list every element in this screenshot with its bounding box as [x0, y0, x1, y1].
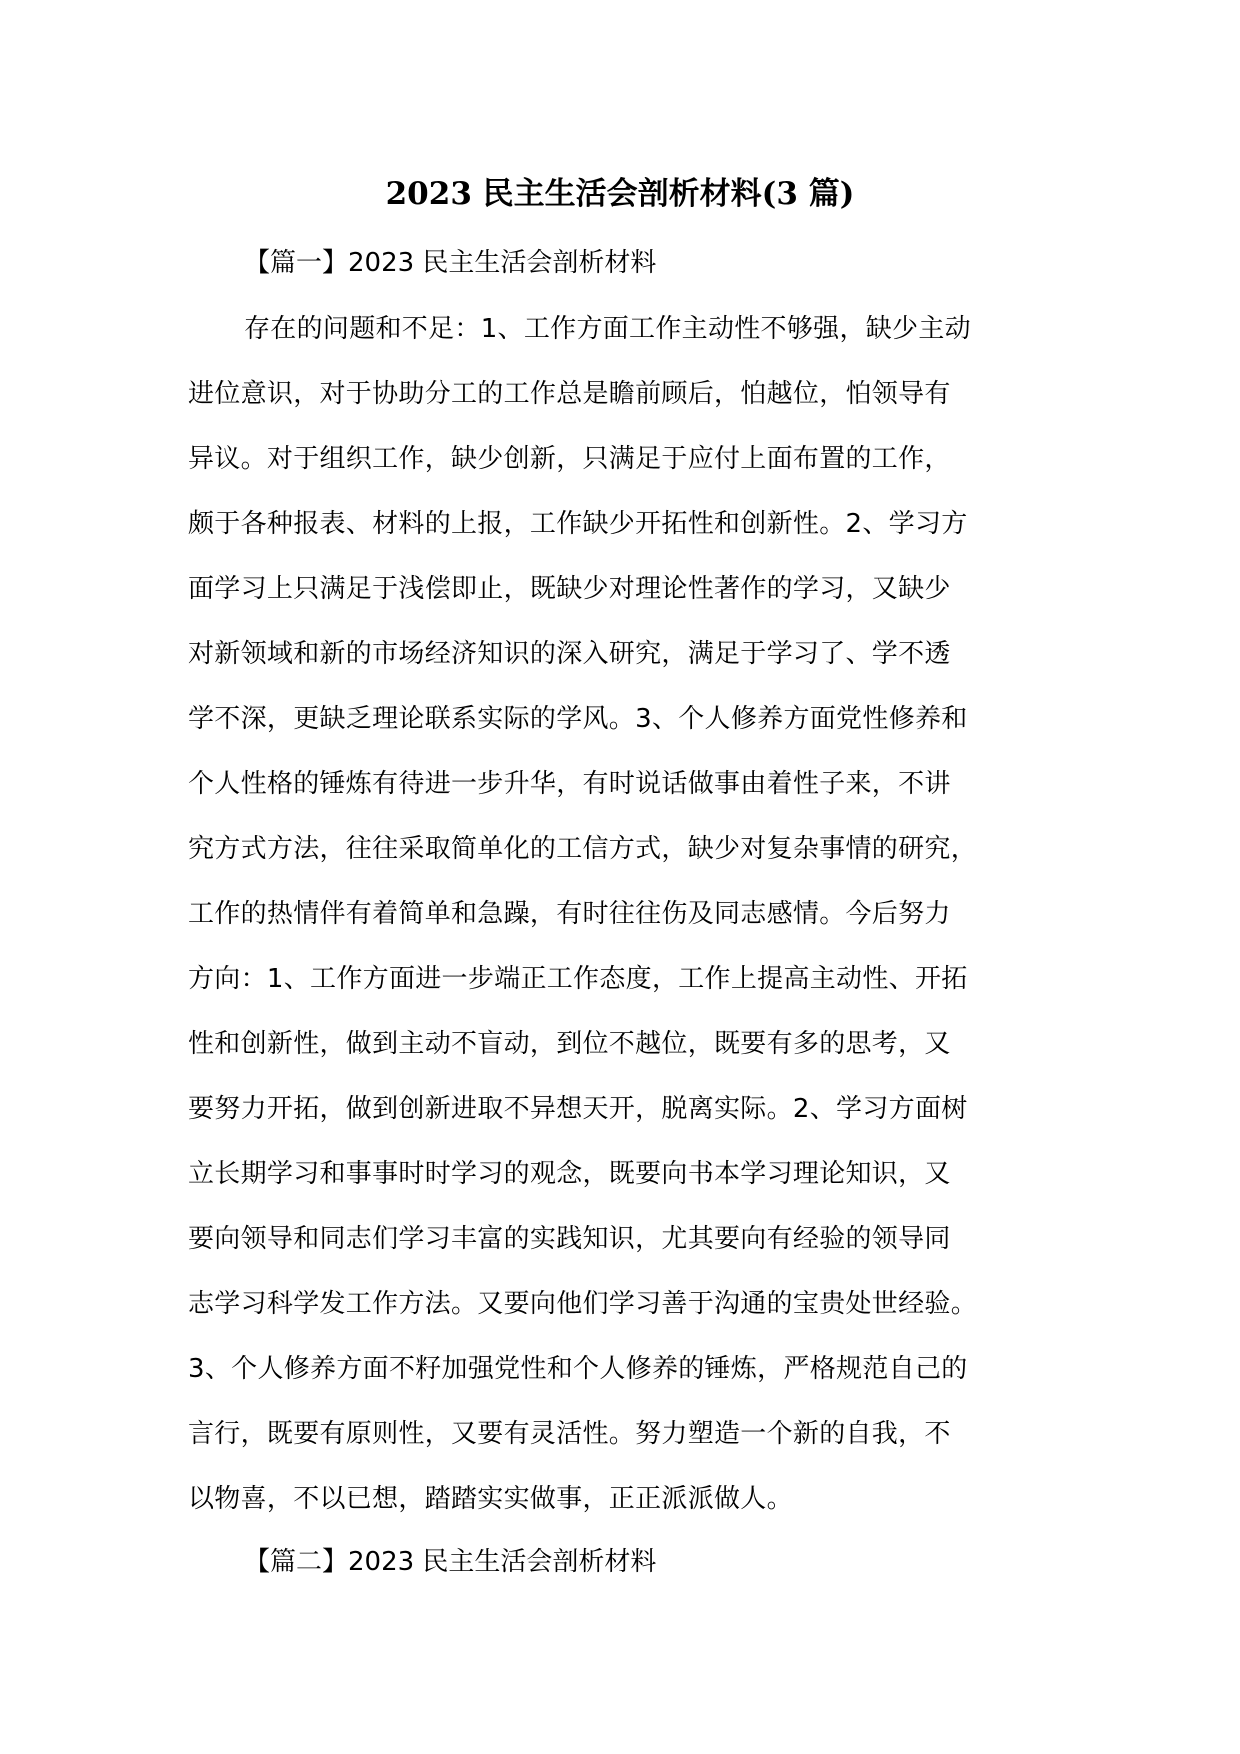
- body-line: 工作的热情伴有着简单和急躁，有时往往伤及同志感情。今后努力: [188, 899, 951, 929]
- body-line: 要努力开拓，做到创新进取不异想天开，脱离实际。2、学习方面树: [188, 1094, 968, 1124]
- body-line: 学不深，更缺乏理论联系实际的学风。3、个人修养方面党性修养和: [188, 704, 968, 734]
- body-line: 对新领域和新的市场经济知识的深入研究，满足于学习了、学不透: [188, 639, 951, 669]
- section-heading-1: 【篇一】2023 民主生活会剖析材料: [244, 248, 657, 278]
- document-title: 2023 民主生活会剖析材料(3 篇): [385, 176, 855, 212]
- body-line: 志学习科学发工作方法。又要向他们学习善于沟通的宝贵处世经验。: [188, 1289, 978, 1319]
- body-line: 异议。对于组织工作，缺少创新，只满足于应付上面布置的工作，: [188, 444, 951, 474]
- body-line: 以物喜，不以已想，踏踏实实做事，正正派派做人。: [188, 1484, 793, 1514]
- body-line: 进位意识，对于协助分工的工作总是瞻前顾后，怕越位，怕领导有: [188, 379, 951, 409]
- body-line: 言行，既要有原则性，又要有灵活性。努力塑造一个新的自我，不: [188, 1419, 951, 1449]
- body-paragraph: [188, 306, 1068, 1541]
- body-line: 颇于各种报表、材料的上报，工作缺少开拓性和创新性。2、学习方: [188, 509, 968, 539]
- body-line: 要向领导和同志们学习丰富的实践知识，尤其要向有经验的领导同: [188, 1224, 951, 1254]
- body-line: 方向：1、工作方面进一步端正工作态度，工作上提高主动性、开拓: [188, 964, 968, 994]
- body-line: 个人性格的锤炼有待进一步升华，有时说话做事由着性子来，不讲: [188, 769, 951, 799]
- body-line: 3、个人修养方面不籽加强党性和个人修养的锤炼，严格规范自己的: [188, 1354, 968, 1384]
- body-line: 究方式方法，往往采取简单化的工信方式，缺少对复杂事情的研究，: [188, 834, 978, 864]
- body-line: 立长期学习和事事时时学习的观念，既要向书本学习理论知识，又: [188, 1159, 951, 1189]
- section-heading-2: 【篇二】2023 民主生活会剖析材料: [244, 1547, 657, 1577]
- body-line: 存在的问题和不足：1、工作方面工作主动性不够强，缺少主动: [244, 314, 971, 344]
- body-line: 性和创新性，做到主动不盲动，到位不越位，既要有多的思考，又: [188, 1029, 951, 1059]
- body-line: 面学习上只满足于浅偿即止，既缺少对理论性著作的学习，又缺少: [188, 574, 951, 604]
